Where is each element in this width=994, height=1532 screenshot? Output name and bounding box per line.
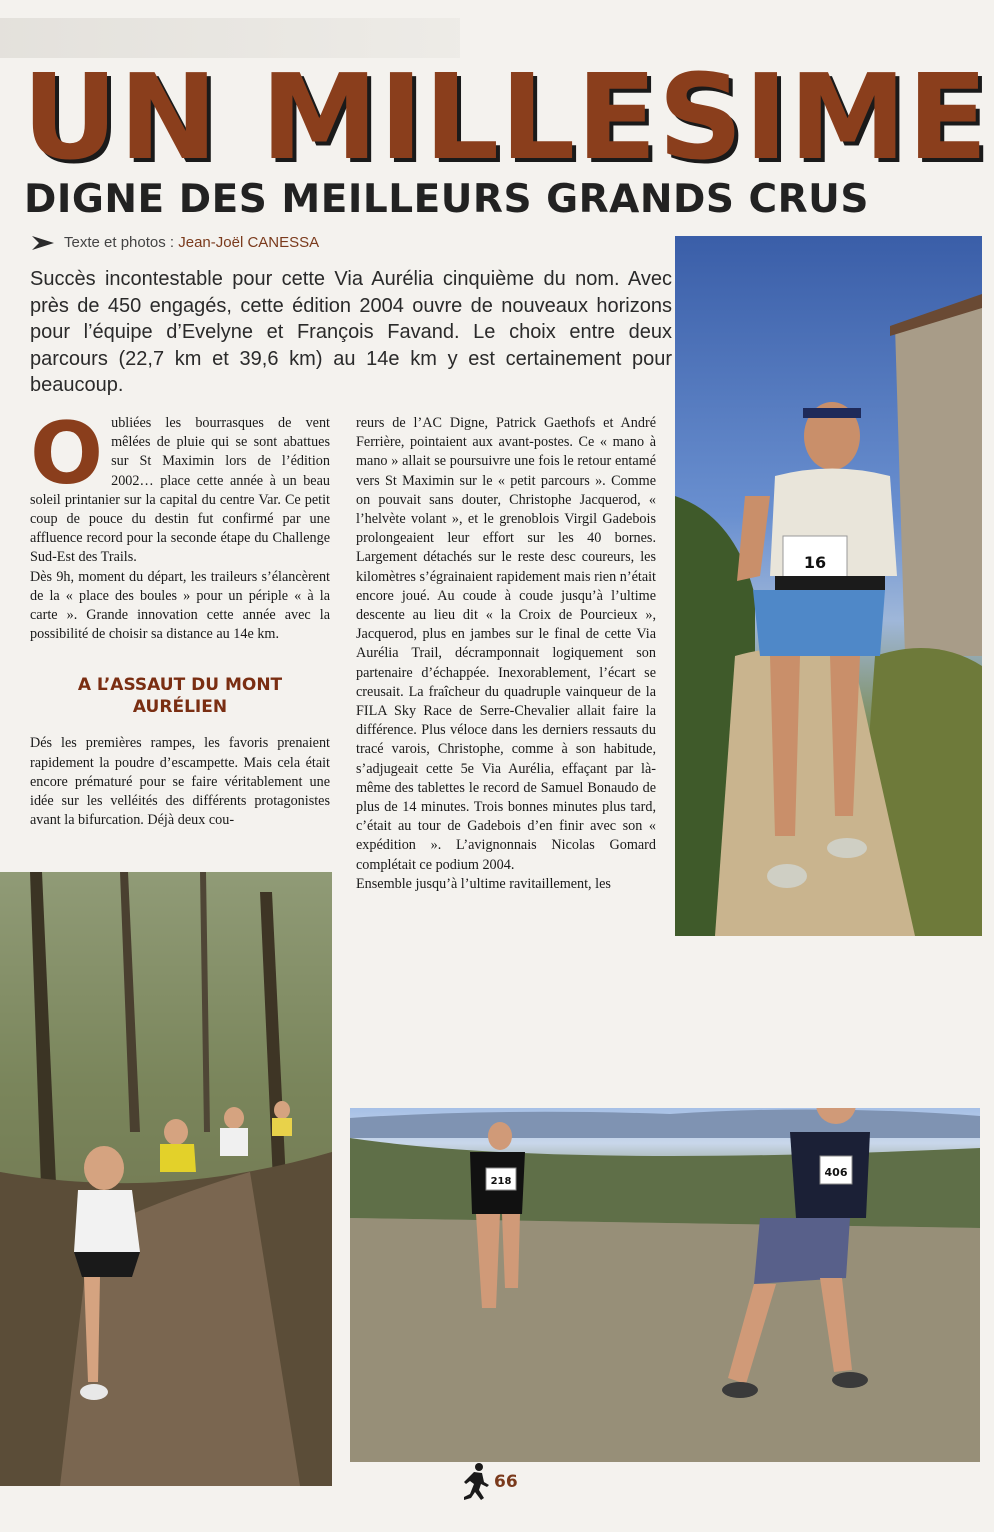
paragraph: Dès 9h, moment du départ, les traileurs s’élancèrent de la « place des boules » pour un périple « à la carte ». Grande innovation cette année avec la possibilité de choisir sa distance au 14e km. [30,568,330,643]
runner-bib-number: 16 [803,553,827,572]
article-column-1 [30,404,330,830]
page-number: 66 [494,1472,518,1492]
runner-bib-number: 406 [824,1166,848,1179]
page-title: UN MILLESIME [22,48,989,186]
arrow-icon [30,234,56,252]
photo-plateau-runners [350,1108,980,1462]
paragraph [30,404,330,568]
lead-paragraph: Succès incontestable pour cette Via Aurélia cinquième du nom. Avec près de 450 engagés, cette édition 2004 ouvre de nouveaux horizons pour l’équipe d’Evelyne et François Favand. Le choix entre deux parcours (22,7 km et 39,6 km) au 14e km y est certainement pour beaucoup. [30,268,672,396]
byline-author: Jean-Joël CANESSA [178,234,320,251]
paragraph-text: ubliées les bourrasques de vent mêlées de pluie qui se sont abattues sur St Maximin lors de l’édition 2002… place cette année à un beau soleil printanier sur la capital du centre Var. Ce petit coup de pouce du destin fut confirmé par une affluence record pour la seconde étape du Challenge Sud-Est des Trails. [30,415,330,566]
section-heading: A L’ASSAUT DU MONT AURÉLIEN [77,675,283,718]
photo-illustration [0,872,332,1486]
paragraph: reurs de l’AC Digne, Patrick Gaethofs et André Ferrière, pointaient aux avant-postes. Ce « mano à mano » allait se poursuivre une fois le retour entamé vers St Maximin sur le « petit parcours ». Comme on pouvait sans douter, Christophe Jacquerod, « l’helvète volant », et le grenoblois Virgil Gadebois prolongeaient leur effort sur les 40 bornes. Largement détachés sur le reste desc coureurs, les kilomètres s’égrainaient rapidement mais rien n’était encore joué. Au coude à coude jusqu’à l’ultime descente au lieu dit « la Croix de Pourcieux », Jacquerod, plus en jambes sur le final de cette Via Aurélia Trail, décramponnait logiquement son partenaire d’échappée. Inexorablement, l’écart se creusait. La fraîcheur du quadruple vainqueur de la FILA Sky Race de Serre-Chevalier allait faire la différence. Plus véloce dans les derniers ressauts du tracé varois, Christophe, comme à son habitude, s’adjugeait cette 5e Via Aurélia, effaçant par là-même des tablettes le record de Samuel Bonaudo de plus de 14 minutes. Trois bonnes minutes plus tard, c’était au tour de Gadebois d’en finir avec son « expédition ». L’avignonnais Nicolas Gomard complétait ce podium 2004. [356,415,656,873]
drop-cap: O [30,404,104,504]
article-column-2 [356,414,656,894]
page-footer [462,1462,518,1502]
paragraph: Ensemble jusqu’à l’ultime ravitaillement, les [356,875,611,892]
paragraph: Dés les premières rampes, les favoris prenaient rapidement la poudre d’escampette. Mais cela était encore prématuré pour se faire véritablement une idée sur les velléités des différents protagonistes avant la bifurcation. Déjà deux cou- [30,735,330,829]
photo-illustration [675,236,982,936]
runner-silhouette-icon [462,1462,490,1502]
photo-runner-trail [675,236,982,936]
runner-bib-number: 218 [490,1176,512,1187]
photo-illustration [350,1108,980,1462]
byline-prefix: Texte et photos : [64,234,179,251]
page-subtitle: DIGNE DES MEILLEURS GRANDS CRUS [24,177,869,222]
byline [30,232,319,254]
photo-forest-runners [0,872,332,1486]
